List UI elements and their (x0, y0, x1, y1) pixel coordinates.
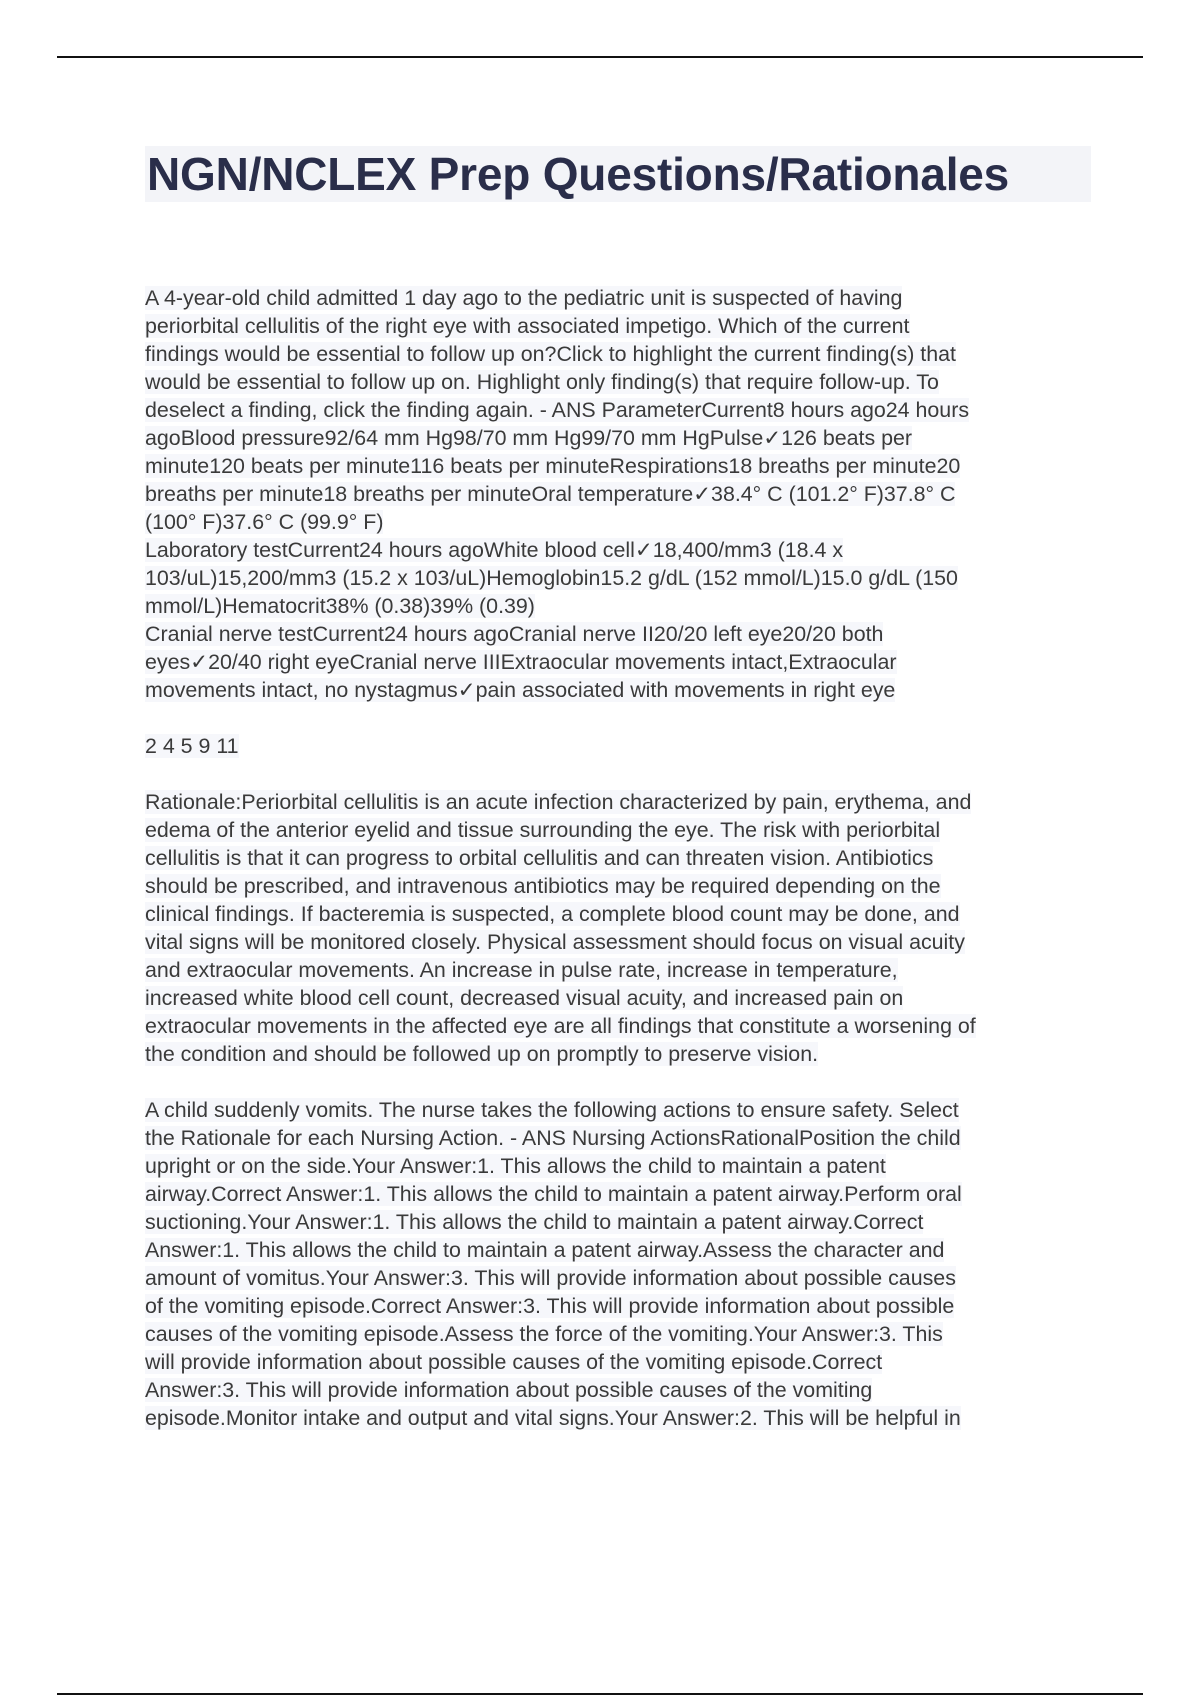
text-line: edema of the anterior eyelid and tissue surrounding the eye. The risk with periorbital (145, 818, 941, 842)
text-line: breaths per minute18 breaths per minuteOral temperature✓38.4° C (101.2° F)37.8° C (145, 482, 956, 506)
answer-line: 2 4 5 9 11 (145, 734, 239, 758)
text-line: amount of vomitus.Your Answer:3. This will provide information about possible causes (145, 1266, 956, 1290)
question-1-answer (145, 732, 1095, 760)
text-line: episode.Monitor intake and output and vital signs.Your Answer:2. This will be helpful in (145, 1406, 961, 1430)
text-line: (100° F)37.6° C (99.9° F) (145, 510, 384, 534)
bottom-rule (57, 1693, 1143, 1695)
text-line: upright or on the side.Your Answer:1. This allows the child to maintain a patent (145, 1154, 886, 1178)
text-line: Cranial nerve testCurrent24 hours agoCranial nerve II20/20 left eye20/20 both (145, 622, 884, 646)
text-line: the condition and should be followed up on promptly to preserve vision. (145, 1042, 819, 1066)
text-line: should be prescribed, and intravenous antibiotics may be required depending on the (145, 874, 941, 898)
text-line: cellulitis is that it can progress to orbital cellulitis and can threaten vision. Antibiotics (145, 846, 934, 870)
text-line: movements intact, no nystagmus✓pain associated with movements in right eye (145, 678, 896, 702)
text-line: Answer:1. This allows the child to maintain a patent airway.Assess the character and (145, 1238, 945, 1262)
text-line: airway.Correct Answer:1. This allows the child to maintain a patent airway.Perform oral (145, 1182, 962, 1206)
text-line: causes of the vomiting episode.Assess the force of the vomiting.Your Answer:3. This (145, 1322, 943, 1346)
text-line: periorbital cellulitis of the right eye with associated impetigo. Which of the current (145, 314, 910, 338)
text-line: findings would be essential to follow up on?Click to highlight the current finding(s) that (145, 342, 956, 366)
text-line: 103/uL)15,200/mm3 (15.2 x 103/uL)Hemoglobin15.2 g/dL (152 mmol/L)15.0 g/dL (150 (145, 566, 958, 590)
text-line: of the vomiting episode.Correct Answer:3. This will provide information about possible (145, 1294, 955, 1318)
text-line: deselect a finding, click the finding again. - ANS ParameterCurrent8 hours ago24 hours (145, 398, 970, 422)
text-line: A 4-year-old child admitted 1 day ago to the pediatric unit is suspected of having (145, 286, 903, 310)
text-line: the Rationale for each Nursing Action. - ANS Nursing ActionsRationalPosition the child (145, 1126, 961, 1150)
text-line: suctioning.Your Answer:1. This allows the child to maintain a patent airway.Correct (145, 1210, 924, 1234)
text-line: mmol/L)Hematocrit38% (0.38)39% (0.39) (145, 594, 535, 618)
text-line: will provide information about possible causes of the vomiting episode.Correct (145, 1350, 883, 1374)
question-1-rationale (145, 788, 1095, 1068)
text-line: minute120 beats per minute116 beats per minuteRespirations18 breaths per minute20 (145, 454, 961, 478)
text-line: Answer:3. This will provide information about possible causes of the vomiting (145, 1378, 873, 1402)
text-line: increased white blood cell count, decreased visual acuity, and increased pain on (145, 986, 904, 1010)
question-2-text (145, 1096, 1095, 1432)
text-line: Laboratory testCurrent24 hours agoWhite blood cell✓18,400/mm3 (18.4 x (145, 538, 844, 562)
text-line: clinical findings. If bacteremia is suspected, a complete blood count may be done, and (145, 902, 960, 926)
text-line: vital signs will be monitored closely. Physical assessment should focus on visual acuity (145, 930, 965, 954)
text-line: Rationale:Periorbital cellulitis is an acute infection characterized by pain, erythema, and (145, 790, 972, 814)
text-line: would be essential to follow up on. Highlight only finding(s) that require follow-up. To (145, 370, 939, 394)
page-title: NGN/NCLEX Prep Questions/Rationales (145, 146, 1091, 202)
text-line: A child suddenly vomits. The nurse takes the following actions to ensure safety. Select (145, 1098, 959, 1122)
text-line: eyes✓20/40 right eyeCranial nerve IIIExtraocular movements intact,Extraocular (145, 650, 897, 674)
top-rule (57, 56, 1143, 58)
question-1-text (145, 284, 1095, 704)
text-line: agoBlood pressure92/64 mm Hg98/70 mm Hg99/70 mm HgPulse✓126 beats per (145, 426, 913, 450)
text-line: extraocular movements in the affected eye are all findings that constitute a worsening of (145, 1014, 976, 1038)
text-line: and extraocular movements. An increase in pulse rate, increase in temperature, (145, 958, 898, 982)
document-body (145, 284, 1095, 1432)
